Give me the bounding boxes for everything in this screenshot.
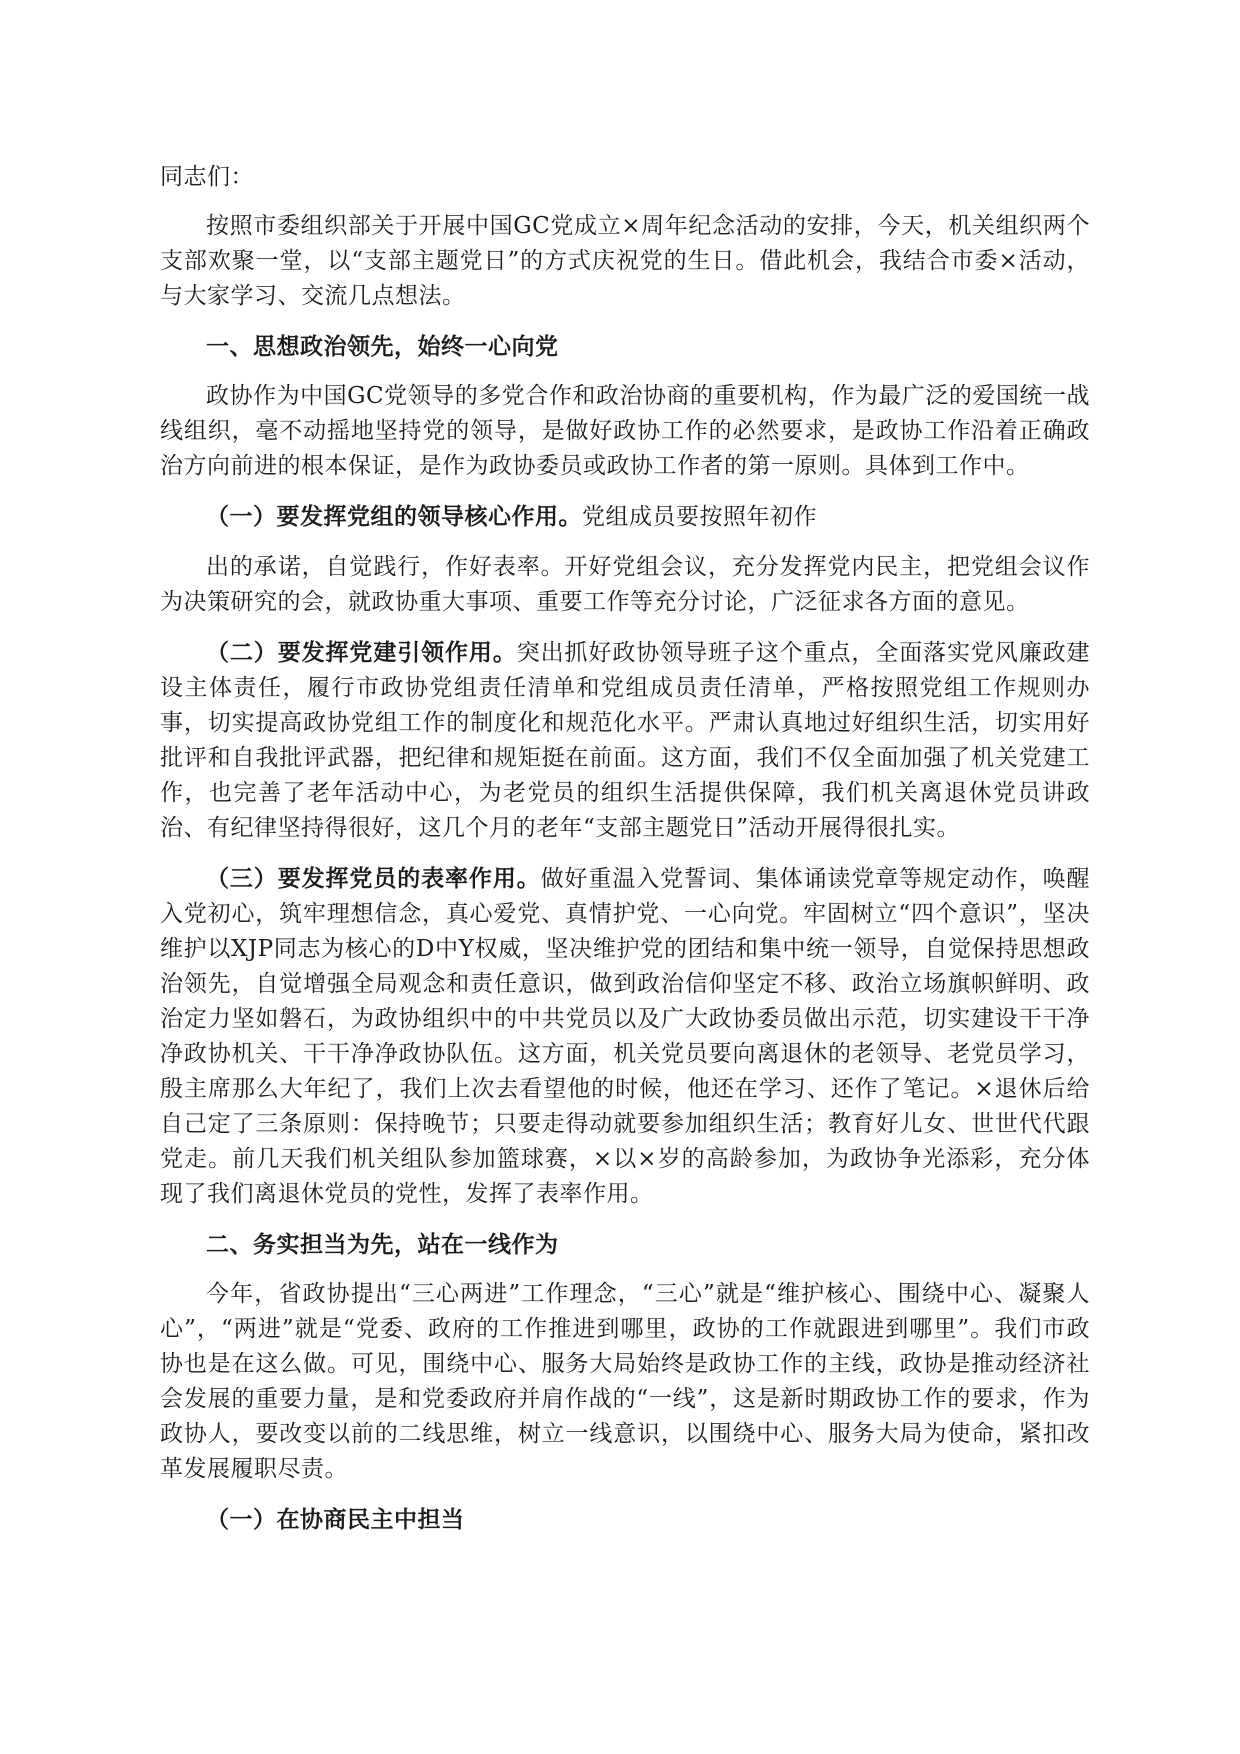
paragraph-section-2: 今年，省政协提出“三心两进”工作理念，“三心”就是“维护核心、围绕中心、凝聚人心”，“两进”就是“党委、政府的工作推进到哪里，政协的工作就跟进到哪里”。我们市政协也是在这么做。可见，围绕中心、服务大局始终是政协工作的主线，政协是推动经济社会发展的重要力量，是和党委政府并肩作战的“一线”，这是新时期政协工作的要求，作为政协人，要改变以前的二线思维，树立一线意识，以围绕中心、服务大局为使命，紧扣改革发展履职尽责。 [160,1281,1090,1482]
paragraph-continuation: 出的承诺，自觉践行，作好表率。开好党组会议，充分发挥党内民主，把党组会议作为决策研究的会，就政协重大事项、重要工作等充分讨论，广泛征求各方面的意见。 [160,554,1090,615]
subsection-heading: （一）在协商民主中担当 [206,1506,465,1533]
lead-paragraph-2 [160,635,1090,846]
lead-title: （一）要发挥党组的领导核心作用。 [206,503,582,530]
document-body [160,160,1090,1552]
lead-paragraph-1 [160,499,1090,535]
section-heading-2: 二、务实担当为先，站在一线作为 [206,1231,559,1258]
lead-title: （二）要发挥党建引领作用。 [206,639,517,666]
lead-text: 突出抓好政协领导班子这个重点，全面落实党风廉政建设主体责任，履行市政协党组责任清单和党组成员责任清单，严格按照党组工作规则办事，切实提高政协党组工作的制度化和规范化水平。严肃认真地过好组织生活，切实用好批评和自我批评武器，把纪律和规矩挺在前面。这方面，我们不仅全面加强了机关党建工作，也完善了老年活动中心，为老党员的组织生活提供保障，我们机关离退休党员讲政治、有纪律坚持得很好，这几个月的老年“支部主题党日”活动开展得很扎实。 [160,640,1091,841]
lead-title: （三）要发挥党员的表率作用。 [206,865,541,892]
greeting: 同志们： [160,164,254,190]
lead-text: 党组成员要按照年初作 [582,504,817,530]
lead-text: 做好重温入党誓词、集体诵读党章等规定动作，唤醒入党初心，筑牢理想信念，真心爱党、真情护党、一心向党。牢固树立“四个意识”，坚决维护以XJP同志为核心的D中Y权威，坚决维护党的团结和集中统一领导，自觉保持思想政治领先，自觉增强全局观念和责任意识，做到政治信仰坚定不移、政治立场旗帜鲜明、政治定力坚如磐石，为政协组织中的中共党员以及广大政协委员做出示范，切实建设干干净净政协机关、干干净净政协队伍。这方面，机关党员要向离退休的老领导、老党员学习，殷主席那么大年纪了，我们上次去看望他的时候，他还在学习、还作了笔记。×退休后给自己定了三条原则：保持晚节；只要走得动就要参加组织生活；教育好儿女、世世代代跟党走。前几天我们机关组队参加篮球赛，×以×岁的高龄参加，为政协争光添彩，充分体现了我们离退休党员的党性，发挥了表率作用。 [160,866,1091,1207]
section-heading-1: 一、思想政治领先，始终一心向党 [206,333,559,360]
paragraph-section-1: 政协作为中国GC党领导的多党合作和政治协商的重要机构，作为最广泛的爱国统一战线组织，毫不动摇地坚持党的领导，是做好政协工作的必然要求，是政协工作沿着正确政治方向前进的根本保证，是作为政协委员或政协工作者的第一原则。具体到工作中。 [160,383,1090,479]
lead-paragraph-3 [160,861,1090,1212]
paragraph-intro: 按照市委组织部关于开展中国GC党成立×周年纪念活动的安排，今天，机关组织两个支部欢聚一堂，以“支部主题党日”的方式庆祝党的生日。借此机会，我结合市委×活动，与大家学习、交流几点想法。 [160,213,1090,309]
